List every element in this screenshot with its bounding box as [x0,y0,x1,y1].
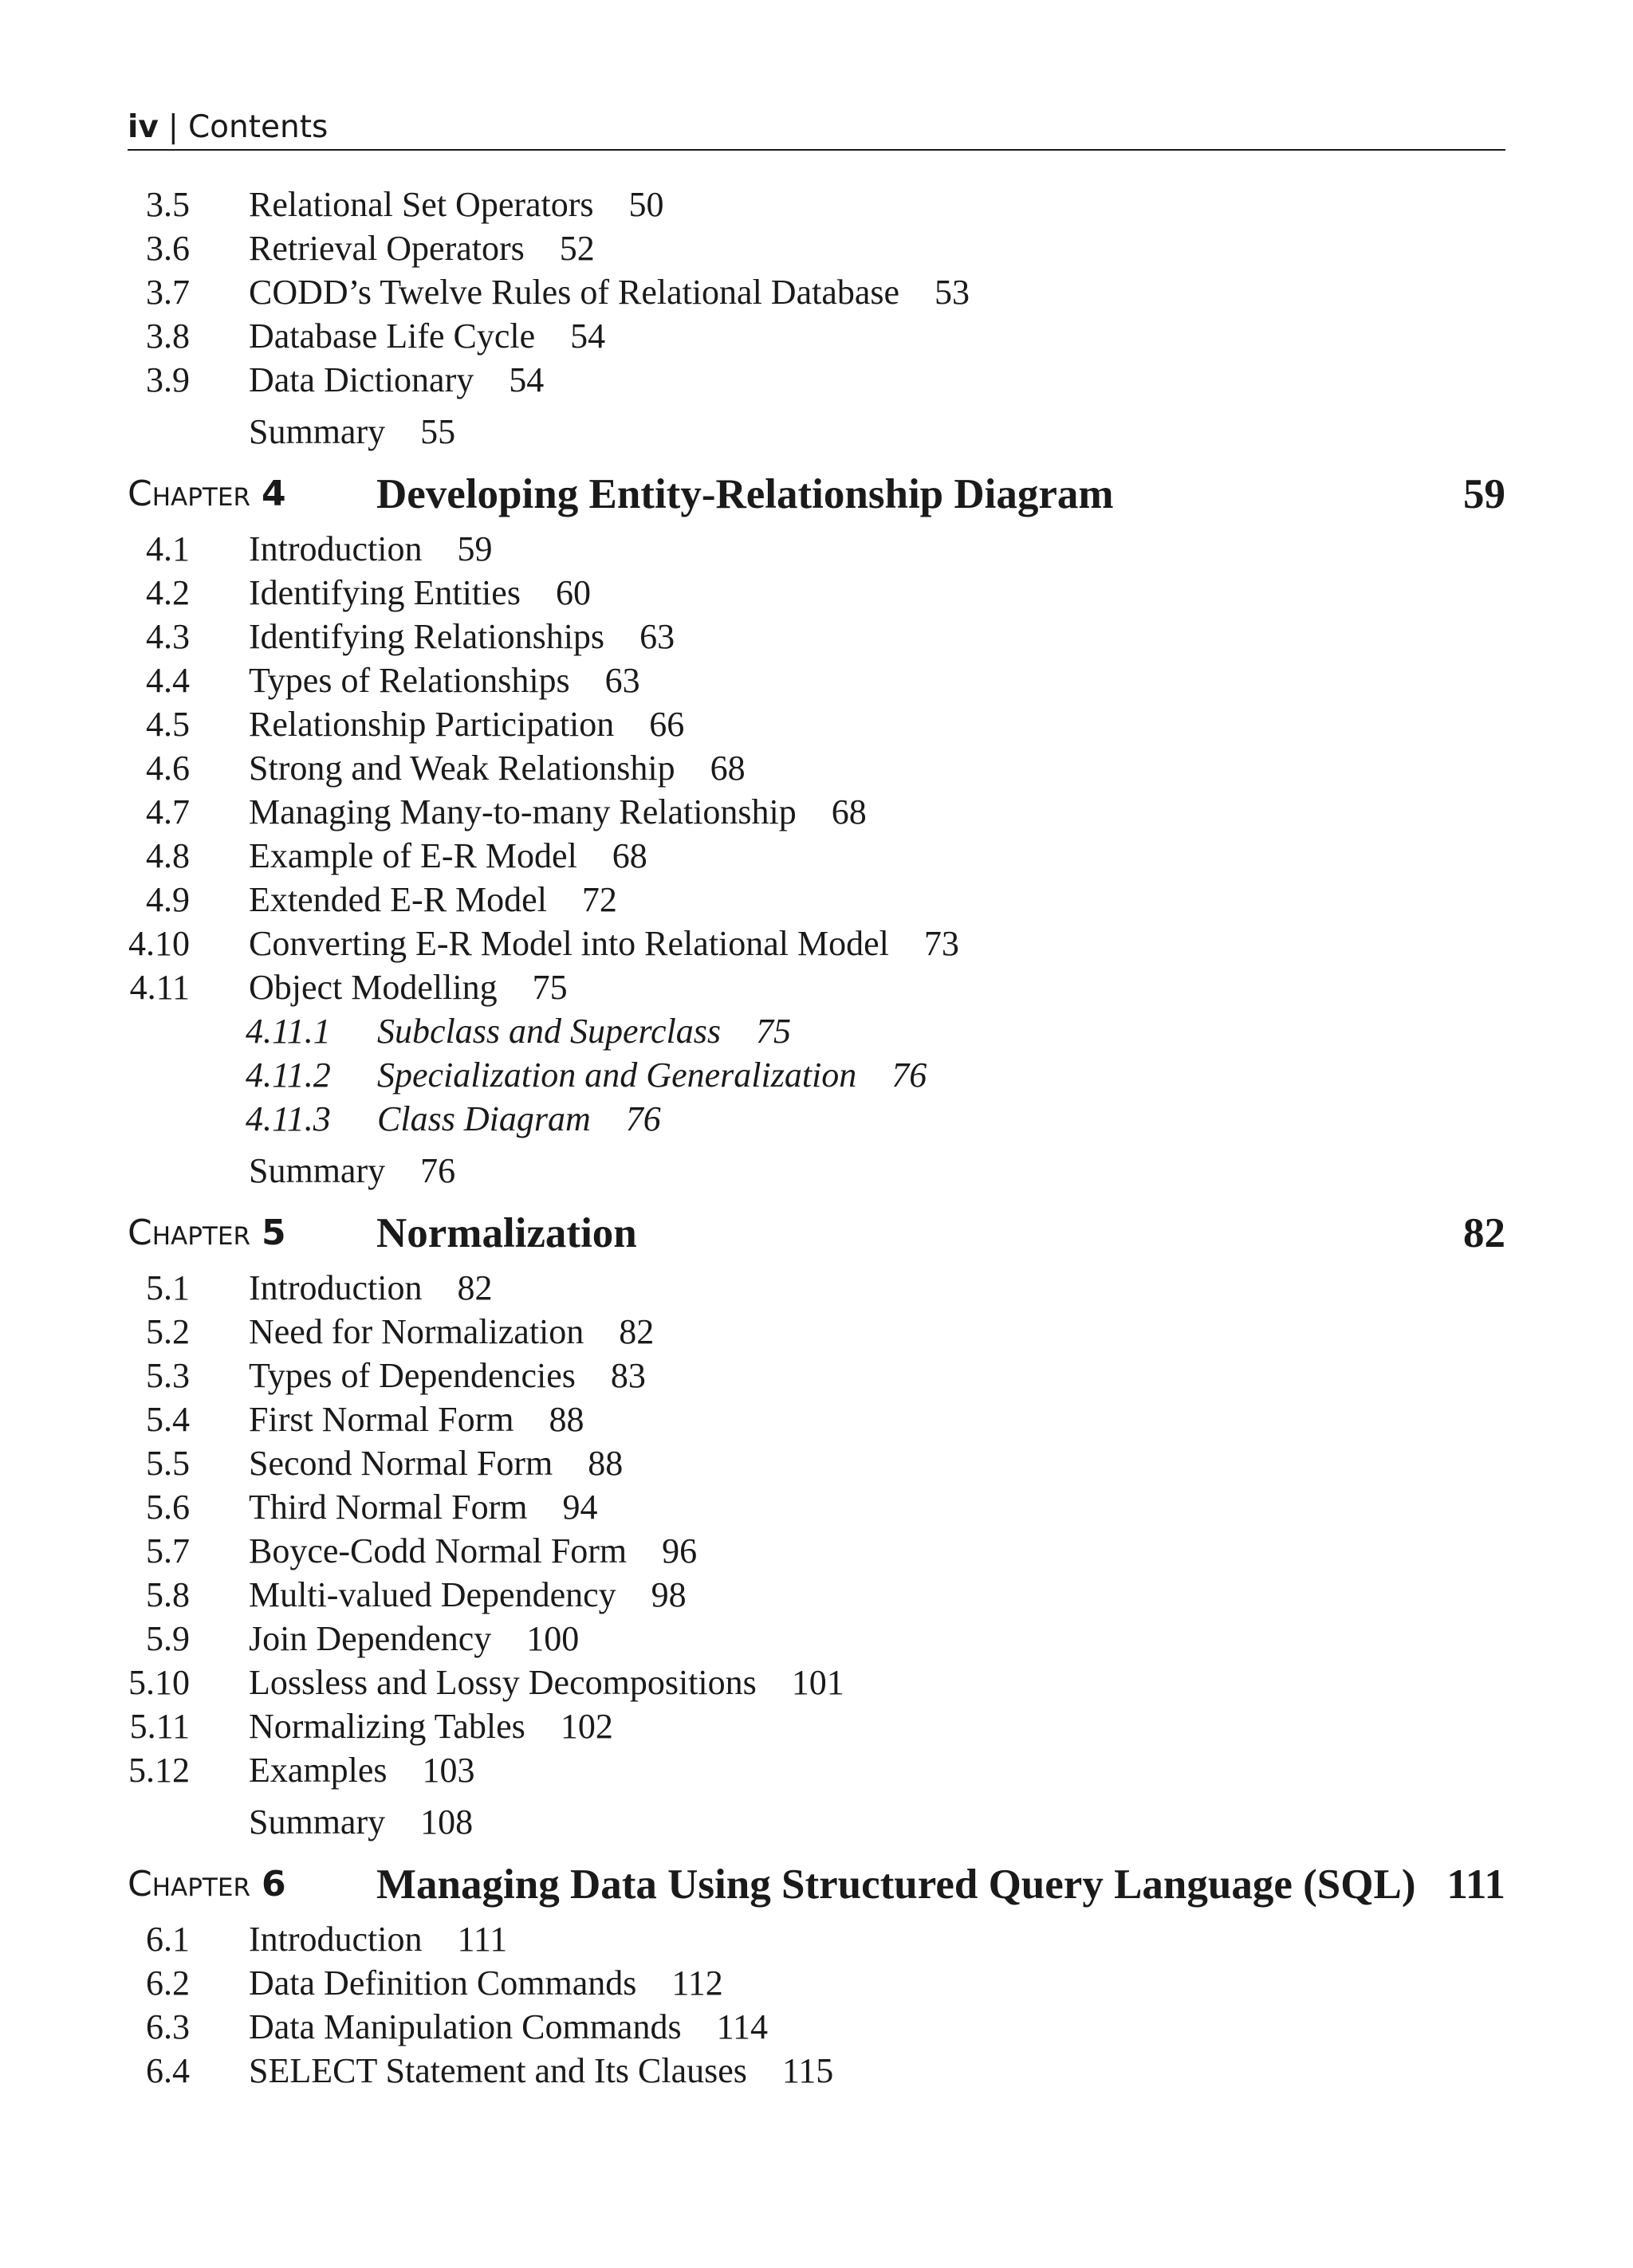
entry-number: 6.1 [146,1920,190,1959]
entry-title: Data Manipulation Commands [249,2007,682,2046]
entry-page: 102 [560,1707,613,1746]
entry-page: 75 [532,968,568,1007]
entry-title: Normalizing Tables [249,1707,525,1746]
toc-entry[interactable] [128,1354,1505,1397]
entry-page: 54 [509,360,545,399]
toc-subentry[interactable] [128,1053,1505,1097]
toc-entry[interactable] [128,183,1505,226]
toc-entry[interactable] [128,270,1505,314]
page-folio: iv [128,109,159,145]
entry-title: Introduction [249,1268,423,1307]
toc-entry[interactable] [128,1573,1505,1617]
chapter-number: 6 [262,1864,286,1904]
entry-title: Managing Many-to-many Relationship [249,792,797,831]
entry-title: Relationship Participation [249,705,615,744]
entry-title: Converting E-R Model into Relational Model [249,924,889,963]
chapter-title: Managing Data Using Structured Query Language (SQL) [376,1861,1416,1908]
subentry-title: Specialization and Generalization [377,1055,857,1095]
entry-number: 5.12 [128,1751,190,1790]
toc-entry[interactable] [128,314,1505,358]
entry-number: 3.5 [146,185,190,224]
entry-page: 96 [662,1531,698,1570]
entry-page: 101 [791,1663,844,1702]
entry-number: 6.3 [146,2007,190,2046]
toc-entry[interactable] [128,746,1505,790]
entry-title: Second Normal Form [249,1444,553,1483]
toc-entry[interactable] [128,2005,1505,2049]
entry-page: 68 [612,836,647,875]
entry-page: 103 [422,1751,475,1790]
entry-title: Types of Relationships [249,661,570,700]
toc-entry[interactable] [128,571,1505,615]
entry-number: 5.4 [146,1400,190,1439]
header-separator: | [167,109,179,145]
entry-number: 4.11 [129,968,190,1007]
entry-number: 4.5 [146,705,190,744]
toc-entry[interactable] [128,1917,1505,1961]
entry-page: 94 [562,1488,598,1527]
toc-entry[interactable] [128,878,1505,922]
entry-number: 4.9 [146,880,190,919]
entry-number: 5.7 [146,1531,190,1570]
entry-title: First Normal Form [249,1400,514,1439]
entry-title: Third Normal Form [249,1488,528,1527]
subentry-title: Subclass and Superclass [377,1012,722,1051]
toc-entry[interactable] [128,1617,1505,1661]
entry-page: 68 [710,749,746,788]
entry-page: 88 [588,1444,624,1483]
entry-number: 5.2 [146,1312,190,1351]
entry-title: Identifying Relationships [249,617,605,656]
chapter-number: 5 [262,1213,286,1253]
toc-subentry[interactable] [128,1009,1505,1053]
entry-page: 114 [716,2007,768,2046]
entry-number: 4.2 [146,573,190,612]
toc-summary[interactable] [128,1800,1505,1844]
entry-page: 59 [457,529,493,568]
entry-title: Relational Set Operators [249,185,594,224]
chapter-word: Chapter [128,1213,250,1253]
entry-title: Database Life Cycle [249,316,536,356]
entry-number: 5.3 [146,1356,190,1395]
entry-number: 6.4 [146,2051,190,2090]
toc-subentry[interactable] [128,1097,1505,1141]
summary-title: Summary [249,412,386,451]
toc-entry[interactable] [128,922,1505,965]
entry-title: Strong and Weak Relationship [249,749,675,788]
toc-entry[interactable] [128,1310,1505,1354]
entry-page: 88 [549,1400,584,1439]
entry-title: Boyce-Codd Normal Form [249,1531,628,1570]
entry-title: Need for Normalization [249,1312,584,1351]
entry-page: 82 [457,1268,493,1307]
toc-entry[interactable] [128,702,1505,746]
entry-page: 83 [610,1356,646,1395]
entry-number: 5.10 [128,1663,190,1702]
subentry-number: 4.11.2 [246,1055,331,1095]
entry-title: Data Definition Commands [249,1963,637,2003]
entry-title: Types of Dependencies [249,1356,576,1395]
chapter-word: Chapter [128,474,250,514]
toc-entry[interactable] [128,615,1505,658]
entry-title: Object Modelling [249,968,498,1007]
entry-number: 3.8 [146,316,190,356]
entry-number: 5.5 [146,1444,190,1483]
entry-page: 112 [671,1963,723,2003]
subentry-page: 76 [625,1099,661,1138]
subentry-page: 76 [891,1055,927,1095]
toc-entry[interactable] [128,658,1505,702]
chapter-label [128,468,286,521]
entry-page: 50 [628,185,664,224]
entry-page: 53 [935,273,970,312]
entry-number: 5.1 [146,1268,190,1307]
subentry-number: 4.11.1 [246,1012,331,1051]
chapter-heading-5[interactable] [128,1207,1505,1260]
entry-title: Data Dictionary [249,360,474,399]
toc-entry[interactable] [128,965,1505,1009]
entry-page: 63 [604,661,640,700]
summary-title: Summary [249,1151,386,1190]
entry-page: 100 [526,1619,580,1658]
summary-page: 76 [420,1151,456,1190]
entry-number: 3.9 [146,360,190,399]
chapter-word: Chapter [128,1864,250,1904]
entry-number: 5.8 [146,1575,190,1614]
entry-title: Join Dependency [249,1619,492,1658]
chapter-page: 59 [1463,471,1505,517]
toc-entry[interactable] [128,1704,1505,1748]
entry-title: SELECT Statement and Its Clauses [249,2051,747,2090]
entry-title: Identifying Entities [249,573,521,612]
entry-page: 72 [581,880,617,919]
toc-entry[interactable] [128,358,1505,402]
entry-number: 4.8 [146,836,190,875]
entry-number: 4.6 [146,749,190,788]
entry-page: 60 [555,573,591,612]
entry-page: 111 [457,1920,508,1959]
toc-entry[interactable] [128,1485,1505,1529]
toc-summary[interactable] [128,1149,1505,1193]
entry-number: 5.9 [146,1619,190,1658]
entry-title: Retrieval Operators [249,229,525,268]
entry-page: 54 [570,316,606,356]
entry-page: 63 [639,617,675,656]
chapter-number: 4 [262,474,286,514]
entry-number: 4.10 [128,924,190,963]
entry-number: 4.4 [146,661,190,700]
toc-entry[interactable] [128,1441,1505,1485]
toc-page [128,109,1505,2093]
chapter-label [128,1207,286,1260]
entry-title: Lossless and Lossy Decompositions [249,1663,757,1702]
subentry-number: 4.11.3 [246,1099,331,1138]
chapter-page: 82 [1463,1210,1505,1256]
toc-entry[interactable] [128,1266,1505,1310]
entry-page: 66 [649,705,685,744]
toc-entry[interactable] [128,1397,1505,1441]
entry-title: CODD’s Twelve Rules of Relational Database [249,273,900,312]
entry-number: 3.7 [146,273,190,312]
chapter-title: Developing Entity-Relationship Diagram [376,471,1114,517]
toc-entry[interactable] [128,1661,1505,1704]
entry-number: 5.6 [146,1488,190,1527]
toc-entry[interactable] [128,2049,1505,2093]
chapter-title: Normalization [376,1210,637,1256]
subentry-title: Class Diagram [377,1099,591,1138]
toc-entry[interactable] [128,226,1505,270]
chapter-heading-4[interactable] [128,468,1505,521]
entry-number: 5.11 [129,1707,190,1746]
entry-title: Multi-valued Dependency [249,1575,616,1614]
running-header [128,109,1505,151]
entry-page: 52 [559,229,595,268]
entry-page: 98 [651,1575,687,1614]
chapter-heading-6[interactable] [128,1858,1505,1911]
toc-summary[interactable] [128,410,1505,454]
toc-entry[interactable] [128,527,1505,571]
summary-page: 55 [420,412,456,451]
entry-title: Examples [249,1751,388,1790]
chapter-label [128,1858,286,1911]
toc-entry[interactable] [128,790,1505,834]
subentry-page: 75 [756,1012,792,1051]
entry-number: 4.7 [146,792,190,831]
toc-entry[interactable] [128,1748,1505,1792]
toc-entry[interactable] [128,1529,1505,1573]
entry-title: Introduction [249,529,423,568]
summary-page: 108 [420,1802,474,1842]
header-section-title: Contents [187,109,329,145]
toc-entries [128,183,1505,2093]
toc-entry[interactable] [128,1961,1505,2005]
entry-page: 73 [923,924,959,963]
entry-page: 115 [781,2051,834,2090]
entry-number: 4.1 [146,529,190,568]
entry-number: 3.6 [146,229,190,268]
entry-page: 68 [831,792,867,831]
chapter-page: 111 [1446,1861,1505,1908]
entry-number: 6.2 [146,1963,190,2003]
entry-number: 4.3 [146,617,190,656]
toc-entry[interactable] [128,834,1505,878]
entry-title: Introduction [249,1920,423,1959]
entry-page: 82 [619,1312,655,1351]
entry-title: Extended E-R Model [249,880,547,919]
entry-title: Example of E-R Model [249,836,577,875]
summary-title: Summary [249,1802,386,1842]
